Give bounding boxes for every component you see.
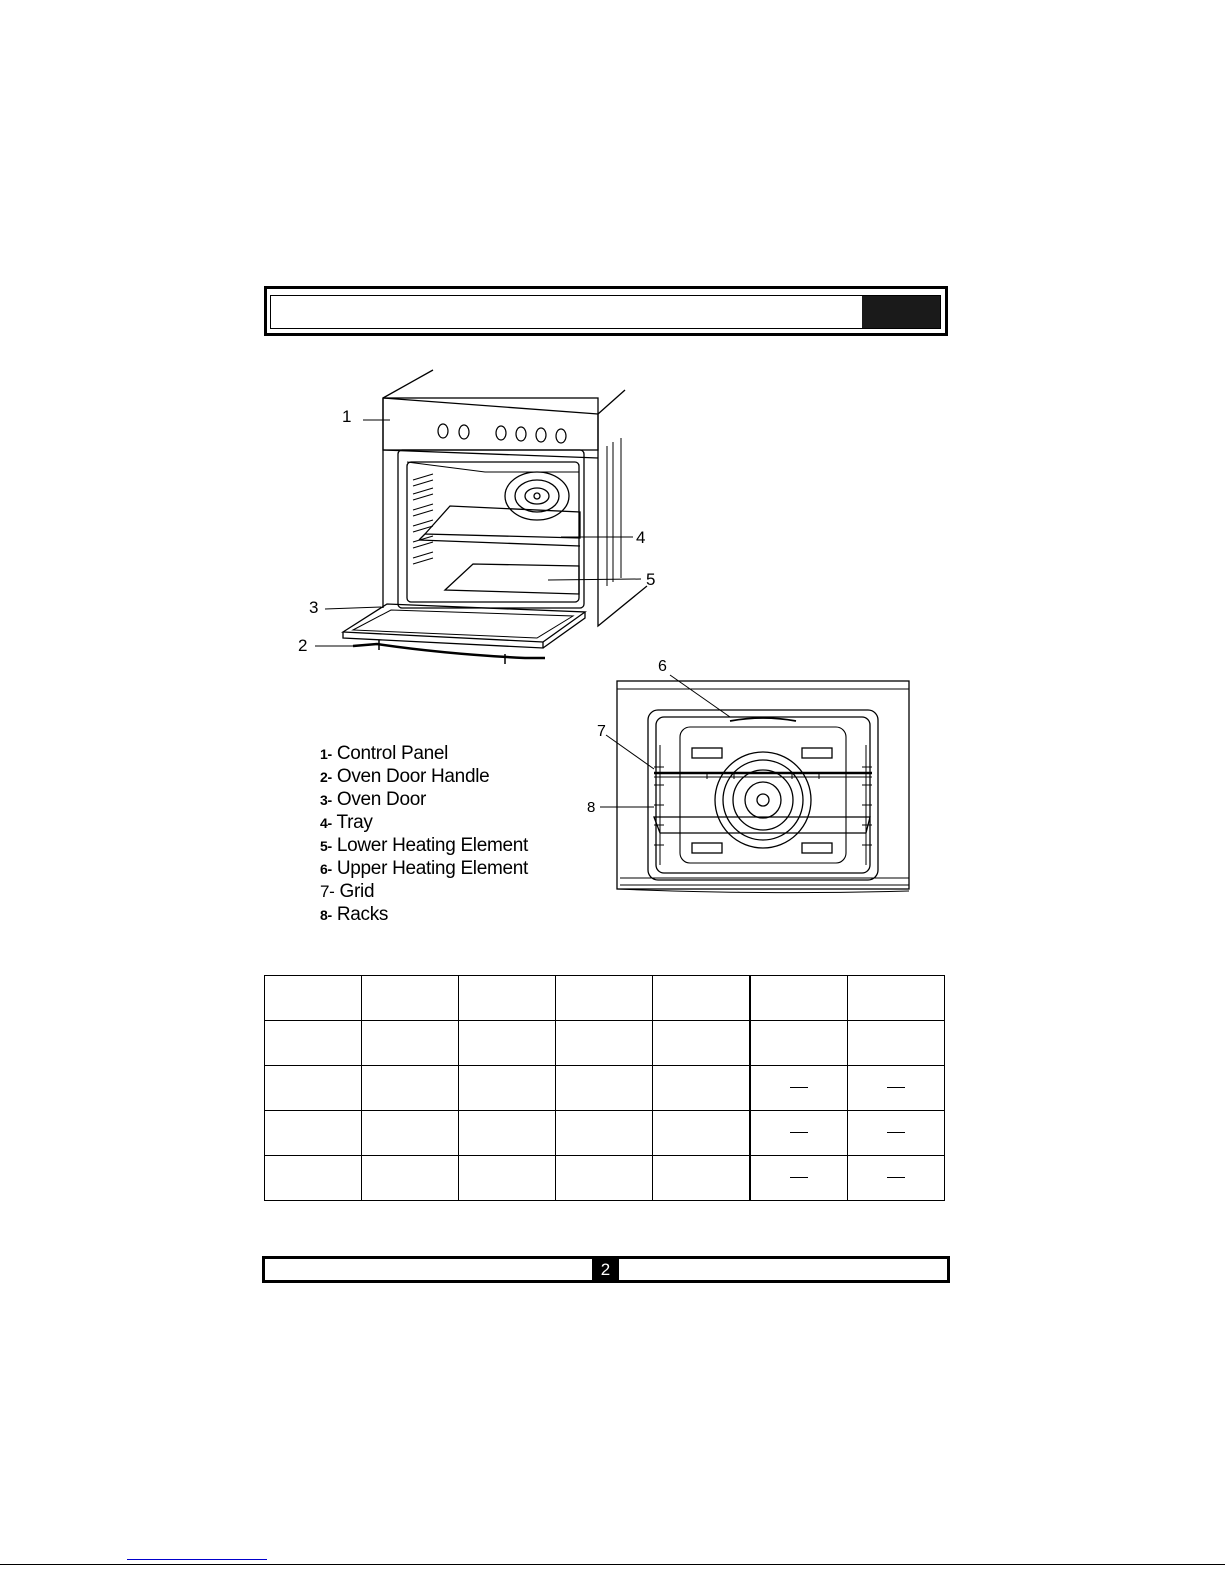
legend-item (320, 765, 580, 788)
section-header-inner (270, 295, 941, 329)
legend-number: 2- (320, 769, 332, 785)
table-cell (459, 976, 556, 1021)
dash-mark (887, 1177, 905, 1178)
table-row (265, 1021, 945, 1066)
oven-front-view-drawing (580, 655, 925, 900)
legend-item (320, 788, 580, 811)
legend-label: Racks (336, 904, 389, 925)
callout-5: 5 (646, 570, 656, 589)
legend-label: Tray (336, 812, 373, 833)
callout-6: 6 (658, 658, 667, 675)
legend-item (320, 742, 580, 765)
table-cell (556, 976, 653, 1021)
dash-mark (887, 1132, 905, 1133)
table-cell (556, 1111, 653, 1156)
table-row (265, 1111, 945, 1156)
legend-number: 5- (320, 838, 332, 854)
table-cell (265, 976, 362, 1021)
legend-number: 3- (320, 792, 332, 808)
table-cell (750, 1111, 848, 1156)
table-cell (362, 1111, 459, 1156)
section-header-block (862, 296, 940, 328)
legend-item (320, 834, 580, 857)
table-row (265, 1156, 945, 1201)
legend-label: Control Panel (336, 743, 449, 764)
callout-1: 1 (342, 407, 352, 426)
table-cell (848, 1156, 945, 1201)
callout-3: 3 (309, 598, 319, 617)
table-cell (653, 1156, 751, 1201)
table-cell (848, 1111, 945, 1156)
table-cell (653, 976, 751, 1021)
callout-4: 4 (636, 528, 646, 547)
table-cell (362, 1066, 459, 1111)
dash-mark (790, 1177, 808, 1178)
dash-mark (790, 1087, 808, 1088)
table-cell (362, 1156, 459, 1201)
legend-number: 4- (320, 815, 332, 831)
table-row (265, 1066, 945, 1111)
legend-item (320, 903, 580, 926)
table-cell (848, 1066, 945, 1111)
legend-number: 8- (320, 907, 332, 923)
dash-mark (790, 1132, 808, 1133)
dash-mark (887, 1087, 905, 1088)
legend-number: 1- (320, 746, 332, 762)
legend-label: Lower Heating Element (336, 835, 529, 856)
table-cell (556, 1156, 653, 1201)
table-cell (265, 1156, 362, 1201)
table-cell (459, 1066, 556, 1111)
table-cell (556, 1066, 653, 1111)
table-cell (750, 976, 848, 1021)
table-cell (750, 1021, 848, 1066)
bottom-rule (0, 1564, 1225, 1565)
table-cell (459, 1021, 556, 1066)
table-cell (459, 1156, 556, 1201)
legend-number: 7- (320, 882, 335, 901)
table-cell (653, 1066, 751, 1111)
table-cell (265, 1111, 362, 1156)
table-row (265, 976, 945, 1021)
table-cell (750, 1156, 848, 1201)
table-cell (653, 1111, 751, 1156)
legend-item (320, 811, 580, 834)
table-cell (556, 1021, 653, 1066)
legend-item (320, 880, 580, 903)
legend-label: Upper Heating Element (336, 858, 529, 879)
link-underline (127, 1559, 267, 1560)
page-number: 2 (592, 1256, 619, 1283)
table-cell (362, 1021, 459, 1066)
parts-legend (320, 742, 580, 926)
legend-label: Grid (339, 881, 375, 902)
spec-table (264, 975, 945, 1201)
table-cell (459, 1111, 556, 1156)
legend-number: 6- (320, 861, 332, 877)
legend-label: Oven Door (336, 789, 427, 810)
oven-perspective-drawing (295, 368, 675, 678)
legend-item (320, 857, 580, 880)
table-cell (848, 976, 945, 1021)
table-cell (750, 1066, 848, 1111)
table-cell (362, 976, 459, 1021)
table-cell (265, 1066, 362, 1111)
callout-8: 8 (587, 799, 596, 816)
callout-7: 7 (597, 723, 606, 740)
legend-label: Oven Door Handle (336, 766, 490, 787)
table-cell (848, 1021, 945, 1066)
table-cell (653, 1021, 751, 1066)
table-cell (265, 1021, 362, 1066)
callout-2: 2 (298, 636, 308, 655)
